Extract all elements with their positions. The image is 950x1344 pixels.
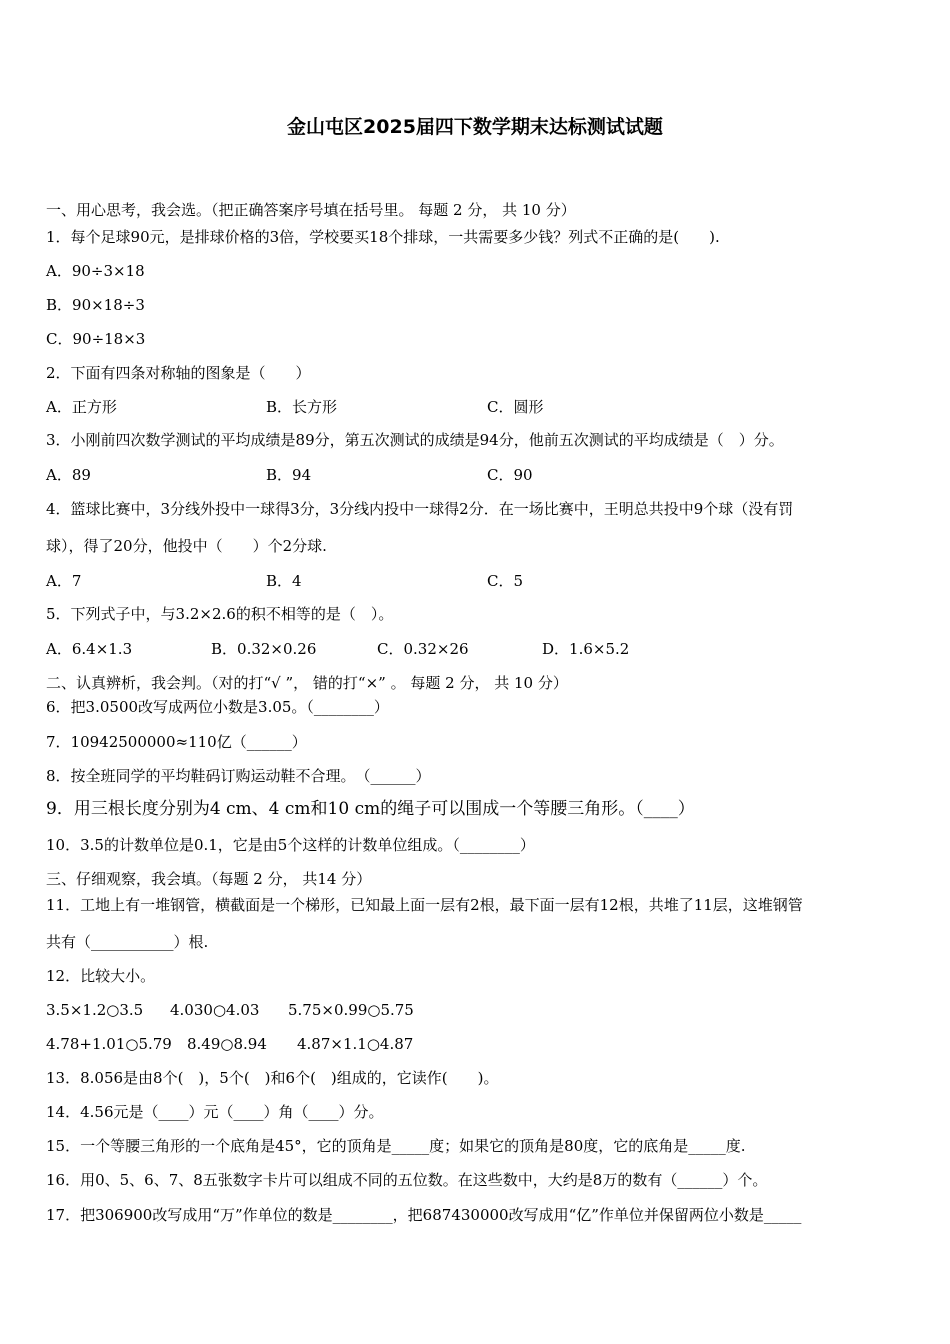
question-11-line-2: 共有（___________）根. <box>46 933 209 951</box>
compare-item: 8.49○8.94 <box>187 1035 267 1053</box>
compare-item: 4.87×1.1○4.87 <box>297 1035 414 1053</box>
compare-item: 5.75×0.99○5.75 <box>288 1001 414 1019</box>
question-9: 9．用三根长度分别为4 cm、4 cm和10 cm的绳子可以围成一个等腰三角形。（____） <box>46 799 695 819</box>
q2-option-c: C．圆形 <box>487 398 544 416</box>
compare-item: 3.5×1.2○3.5 <box>46 1001 144 1019</box>
question-11-line-1: 11．工地上有一堆钢管，横截面是一个梯形，已知最上面一层有2根，最下面一层有12根，共堆了11层，这堆钢管 <box>46 896 803 914</box>
q3-option-a: A．89 <box>46 466 91 484</box>
question-4-line-2: 球），得了20分，他投中（ ）个2分球. <box>46 537 327 555</box>
q5-option-b: B．0.32×0.26 <box>211 640 317 658</box>
question-8: 8．按全班同学的平均鞋码订购运动鞋不合理。 （______） <box>46 767 431 785</box>
compare-item: 4.030○4.03 <box>170 1001 260 1019</box>
question-12: 12．比较大小。 <box>46 967 156 985</box>
q3-option-b: B．94 <box>266 466 312 484</box>
section-heading-1: 一、用心思考，我会选。（把正确答案序号填在括号里。 每题 2 分， 共 10 分） <box>46 201 576 219</box>
compare-item: 4.78+1.01○5.79 <box>46 1035 172 1053</box>
q5-option-d: D．1.6×5.2 <box>542 640 630 658</box>
q1-option-a: A．90÷3×18 <box>46 262 145 280</box>
question-13: 13．8.056是由8个( )，5个( )和6个( )组成的，它读作( )。 <box>46 1069 499 1087</box>
question-6: 6．把3.0500改写成两位小数是3.05。（________） <box>46 698 389 716</box>
q2-option-b: B．长方形 <box>266 398 338 416</box>
page-title: 金山屯区2025届四下数学期末达标测试试题 <box>287 116 663 138</box>
q5-option-c: C．0.32×26 <box>377 640 469 658</box>
question-3: 3．小刚前四次数学测试的平均成绩是89分，第五次测试的成绩是94分，他前五次测试的平均成绩是（ ）分。 <box>46 431 784 449</box>
question-1: 1．每个足球90元，是排球价格的3倍，学校要买18个排球，一共需要多少钱？列式不正确的是( ). <box>46 228 720 246</box>
q4-option-a: A．7 <box>46 572 82 590</box>
q4-option-b: B．4 <box>266 572 302 590</box>
question-4-line-1: 4．篮球比赛中，3分线外投中一球得3分，3分线内投中一球得2分．在一场比赛中，王明总共投中9个球（没有罚 <box>46 500 794 518</box>
section-heading-3: 三、仔细观察，我会填。（每题 2 分， 共14 分） <box>46 870 372 888</box>
question-10: 10．3.5的计数单位是0.1，它是由5个这样的计数单位组成。（________） <box>46 836 535 854</box>
q1-option-b: B．90×18÷3 <box>46 296 145 314</box>
section-heading-2: 二、认真辨析，我会判。（对的打“√ ”， 错的打“×” 。 每题 2 分， 共 10 分） <box>46 674 568 692</box>
question-5: 5．下列式子中，与3.2×2.6的积不相等的是（ ）。 <box>46 605 394 623</box>
q2-option-a: A．正方形 <box>46 398 117 416</box>
q1-option-c: C．90÷18×3 <box>46 330 146 348</box>
question-16: 16．用0、5、6、7、8五张数字卡片可以组成不同的五位数。在这些数中，大约是8万的数有（______）个。 <box>46 1171 768 1189</box>
q5-option-a: A．6.4×1.3 <box>46 640 133 658</box>
question-2: 2．下面有四条对称轴的图象是（ ） <box>46 364 311 382</box>
question-14: 14．4.56元是（____）元（____）角（____）分。 <box>46 1103 384 1121</box>
q3-option-c: C．90 <box>487 466 533 484</box>
q4-option-c: C．5 <box>487 572 524 590</box>
question-15: 15．一个等腰三角形的一个底角是45°，它的顶角是_____度；如果它的顶角是80度，它的底角是_____度. <box>46 1137 746 1155</box>
question-7: 7．10942500000≈110亿（______） <box>46 733 307 751</box>
question-17: 17．把306900改写成用“万”作单位的数是________，把687430000改写成用“亿”作单位并保留两位小数是_____ <box>46 1206 802 1224</box>
